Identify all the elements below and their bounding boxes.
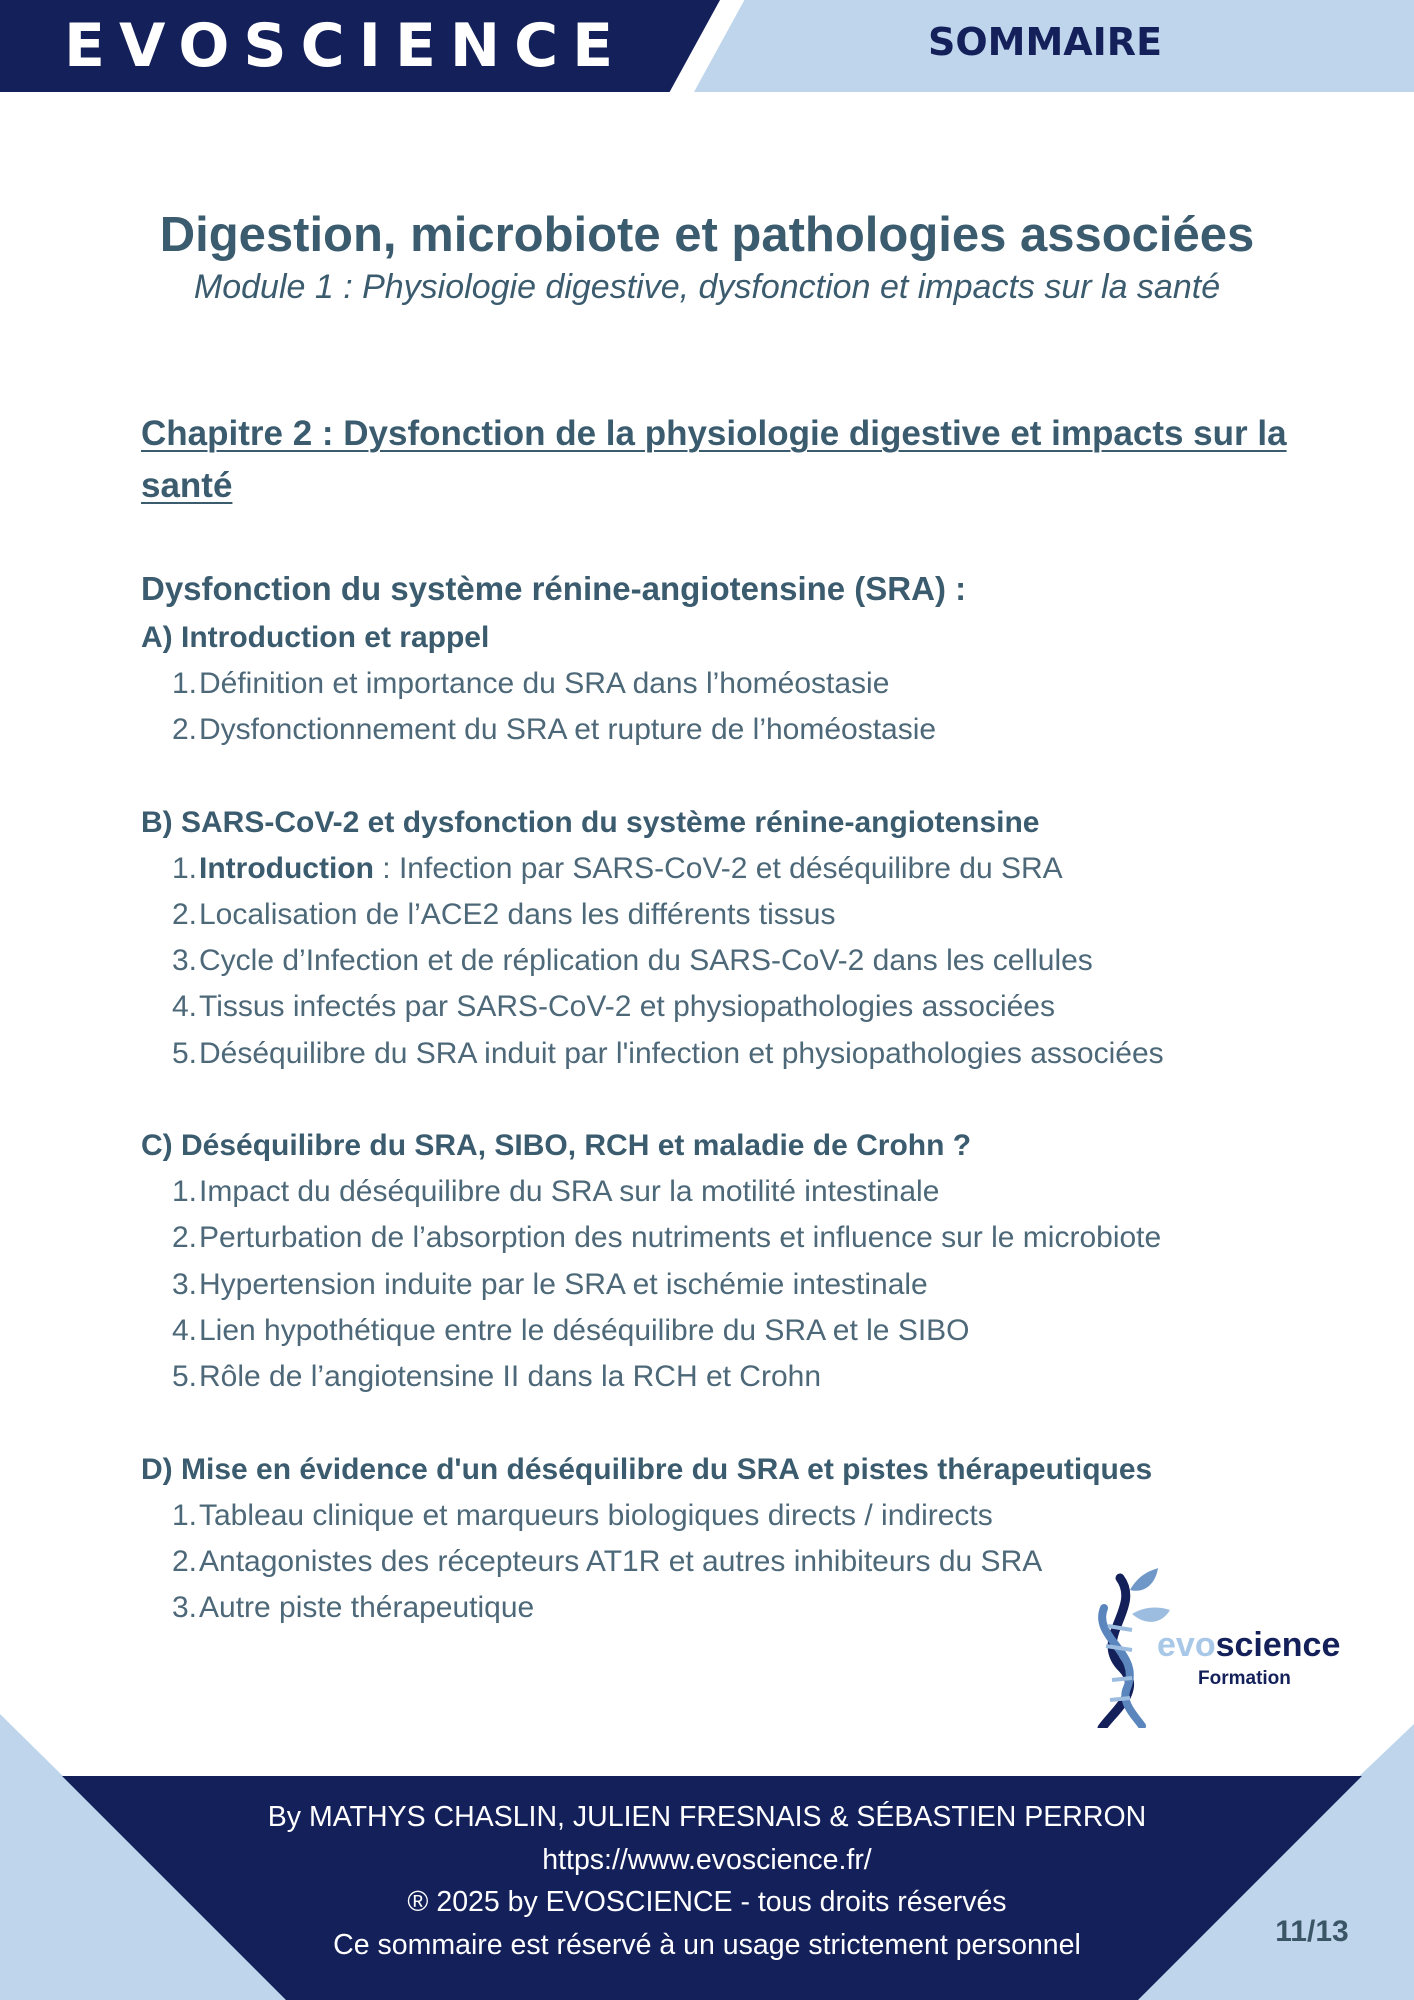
item-text: Localisation de l’ACE2 dans les différents tissus (199, 897, 836, 931)
chapter-heading: Chapitre 2 : Dysfonction de la physiologie digestive et impacts sur la santé (141, 414, 1287, 505)
list-item (141, 1262, 1321, 1308)
document-title: Digestion, microbiote et pathologies associées (159, 208, 1255, 262)
footer-notice: Ce sommaire est réservé à un usage strictement personnel (333, 1928, 1081, 1961)
item-text: Cycle d’Infection et de réplication du SARS-CoV-2 dans les cellules (199, 944, 1093, 978)
list-item (141, 984, 1321, 1030)
item-text: Tableau clinique et marqueurs biologiques directs / indirects (199, 1498, 993, 1532)
item-number: 3. (171, 1267, 197, 1301)
item-number: 4. (171, 1313, 197, 1347)
item-number: 1. (171, 667, 197, 700)
page-number: 11/13 (1275, 1915, 1349, 1948)
item-number: 4. (171, 990, 197, 1024)
section-gap (141, 1077, 1321, 1123)
item-number: 1. (171, 851, 197, 885)
item-text: Perturbation de l’absorption des nutriments et influence sur le microbiote (199, 1221, 1162, 1255)
footer-copyright: ® 2025 by EVOSCIENCE - tous droits réservés (407, 1886, 1007, 1918)
item-number: 3. (171, 1591, 197, 1625)
item-number: 5. (171, 1360, 197, 1394)
item-text: Définition et importance du SRA dans l’homéostasie (199, 667, 890, 700)
section-label: SOMMAIRE (927, 20, 1163, 64)
item-text: Impact du déséquilibre du SRA sur la motilité intestinale (199, 1175, 940, 1209)
item-number: 2. (171, 897, 197, 931)
footer-authors: By MATHYS CHASLIN, JULIEN FRESNAIS & SÉBASTIEN PERRON (267, 1801, 1147, 1833)
item-text: Rôle de l’angiotensine II dans la RCH et Crohn (199, 1360, 822, 1394)
list-item (141, 661, 1321, 707)
item-text: Tissus infectés par SARS-CoV-2 et physiopathologies associées (199, 990, 1055, 1024)
item-text: Dysfonctionnement du SRA et rupture de l’homéostasie (199, 713, 937, 747)
logo-science: science (1215, 1626, 1341, 1664)
section-title: B) SARS-CoV-2 et dysfonction du système rénine-angiotensine (141, 805, 1040, 839)
item-text: Déséquilibre du SRA induit par l'infection et physiopathologies associées (199, 1036, 1164, 1070)
section-title: A) Introduction et rappel (141, 621, 490, 654)
main-heading: Dysfonction du système rénine-angiotensine (SRA) : (141, 570, 967, 607)
item-number: 2. (171, 1544, 197, 1578)
brand-name: EVOSCIENCE (64, 11, 628, 81)
item-number: 2. (171, 1221, 197, 1255)
item-text-rest: : Infection par SARS-CoV-2 et déséquilibre du SRA (373, 851, 1063, 885)
document-subtitle: Module 1 : Physiologie digestive, dysfonction et impacts sur la santé (193, 268, 1221, 306)
list-item (141, 1354, 1321, 1400)
list-item (141, 1308, 1321, 1354)
logo-subtitle: Formation (1198, 1668, 1291, 1689)
list-item (141, 1169, 1321, 1215)
list-item (141, 1215, 1321, 1261)
logo-evo: evo (1157, 1626, 1216, 1664)
list-item (141, 846, 1321, 892)
list-item (141, 1031, 1321, 1077)
item-number: 5. (171, 1036, 197, 1070)
item-text (197, 852, 1063, 885)
title-block (100, 205, 1314, 309)
list-item (141, 938, 1321, 984)
item-number: 1. (171, 1498, 197, 1532)
item-text: Antagonistes des récepteurs AT1R et autres inhibiteurs du SRA (199, 1544, 1043, 1578)
item-number: 1. (171, 1175, 197, 1209)
item-text: Hypertension induite par le SRA et ischémie intestinale (199, 1267, 928, 1301)
item-number: 2. (171, 713, 197, 747)
table-of-contents (141, 563, 1321, 1631)
list-item (141, 1493, 1321, 1539)
section-title: D) Mise en évidence d'un déséquilibre du SRA et pistes thérapeutiques (141, 1452, 1153, 1486)
footer-url[interactable]: https://www.evoscience.fr/ (542, 1843, 872, 1876)
list-item (141, 892, 1321, 938)
section-title: C) Déséquilibre du SRA, SIBO, RCH et maladie de Crohn ? (141, 1129, 972, 1163)
item-text: Autre piste thérapeutique (199, 1591, 535, 1625)
logo-wordmark (1157, 1625, 1340, 1665)
footer-credits (207, 1796, 1207, 1966)
section-gap (141, 754, 1321, 800)
item-bold-label: Introduction (199, 851, 374, 885)
item-number: 3. (171, 944, 197, 978)
list-item (141, 707, 1321, 753)
item-text: Lien hypothétique entre le déséquilibre du SRA et le SIBO (199, 1313, 970, 1347)
section-gap (141, 1401, 1321, 1447)
